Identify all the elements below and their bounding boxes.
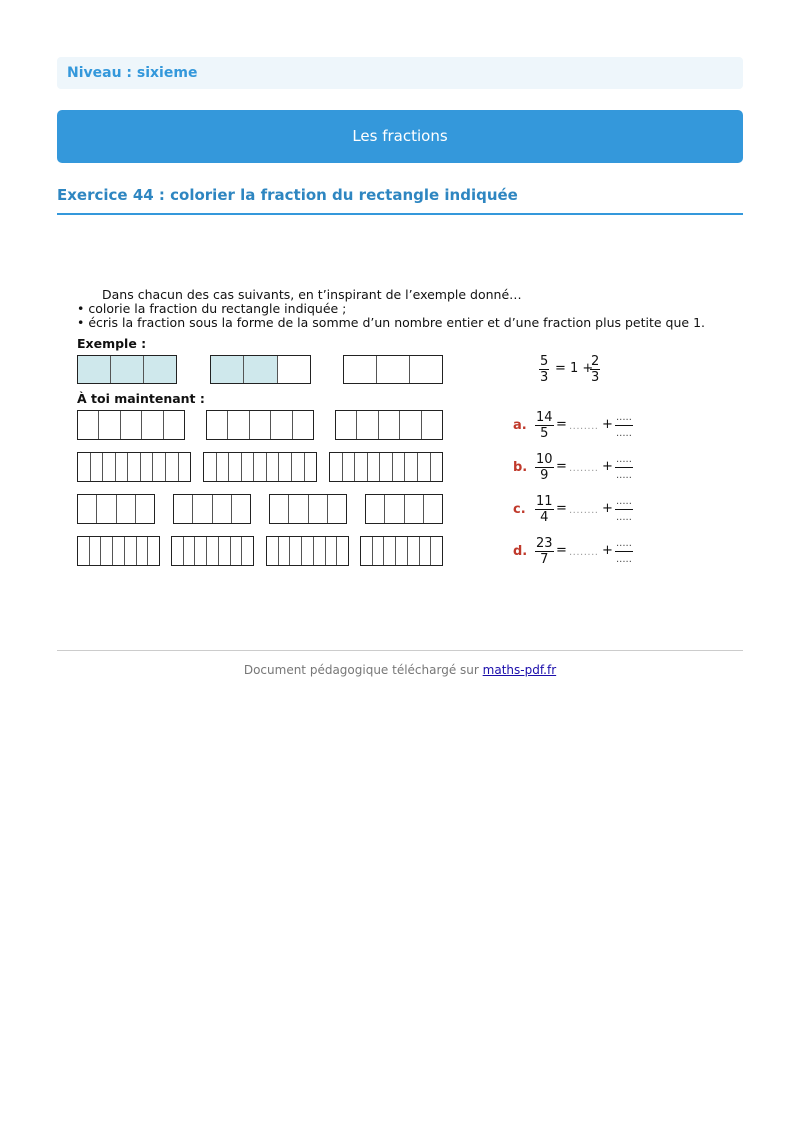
example-rectangle-2 bbox=[210, 355, 311, 384]
rectangle-cell[interactable] bbox=[228, 411, 249, 439]
rectangle-cell[interactable] bbox=[314, 537, 326, 565]
rectangle-cell[interactable] bbox=[91, 453, 104, 481]
rectangle-cell[interactable] bbox=[267, 537, 279, 565]
equals-sign: = bbox=[556, 501, 567, 516]
numerator: 14 bbox=[536, 410, 553, 425]
rectangle-cell[interactable] bbox=[217, 453, 230, 481]
denominator-blank[interactable]: ..... bbox=[616, 428, 632, 439]
rectangle-cell[interactable] bbox=[128, 453, 141, 481]
denominator-blank[interactable]: ..... bbox=[616, 512, 632, 523]
rectangle-cell[interactable] bbox=[267, 453, 280, 481]
rectangle-cell[interactable] bbox=[125, 537, 137, 565]
rectangle-cell[interactable] bbox=[380, 453, 393, 481]
rectangle-cell[interactable] bbox=[366, 495, 385, 523]
rectangle-d-1[interactable] bbox=[77, 536, 160, 566]
numerator: 23 bbox=[536, 536, 553, 551]
rectangle-cell[interactable] bbox=[292, 453, 305, 481]
rectangle-cell[interactable] bbox=[361, 537, 373, 565]
footer bbox=[57, 663, 743, 677]
rectangle-cell[interactable] bbox=[384, 537, 396, 565]
rectangle-d-3[interactable] bbox=[266, 536, 349, 566]
numerator: 11 bbox=[536, 494, 553, 509]
rectangle-b-1[interactable] bbox=[77, 452, 191, 482]
rectangle-cell bbox=[344, 356, 377, 383]
item-c-fraction bbox=[535, 494, 554, 525]
rectangle-cell[interactable] bbox=[116, 453, 129, 481]
whole-number-blank[interactable]: ........ bbox=[569, 547, 599, 558]
rectangle-cell[interactable] bbox=[309, 495, 328, 523]
level-label: Niveau : sixieme bbox=[57, 57, 743, 89]
rectangle-cell[interactable] bbox=[302, 537, 314, 565]
rectangle-cell[interactable] bbox=[385, 495, 404, 523]
rectangle-cell[interactable] bbox=[400, 411, 421, 439]
item-b-letter: b. bbox=[513, 460, 528, 475]
rectangle-cell[interactable] bbox=[279, 537, 291, 565]
rectangle-cell[interactable] bbox=[393, 453, 406, 481]
remainder-fraction-blank[interactable] bbox=[615, 536, 633, 567]
rectangle-cell[interactable] bbox=[337, 537, 348, 565]
example-rectangle-3 bbox=[343, 355, 443, 384]
item-a-letter: a. bbox=[513, 418, 527, 433]
denominator: 9 bbox=[540, 468, 549, 483]
rectangle-cell[interactable] bbox=[254, 453, 267, 481]
rectangle-cell[interactable] bbox=[121, 411, 142, 439]
rectangle-cell[interactable] bbox=[99, 411, 120, 439]
denominator: 3 bbox=[591, 370, 600, 385]
rectangle-cell[interactable] bbox=[78, 411, 99, 439]
rectangle-cell[interactable] bbox=[405, 495, 424, 523]
rectangle-cell[interactable] bbox=[213, 495, 232, 523]
rectangle-cell[interactable] bbox=[78, 495, 97, 523]
equals-sign: = bbox=[556, 459, 567, 474]
rectangle-cell[interactable] bbox=[184, 537, 196, 565]
remainder-fraction-blank[interactable] bbox=[615, 452, 633, 483]
rectangle-cell bbox=[278, 356, 310, 383]
rectangle-cell[interactable] bbox=[355, 453, 368, 481]
now-label: À toi maintenant : bbox=[77, 391, 205, 406]
rectangle-cell[interactable] bbox=[229, 453, 242, 481]
rectangle-cell[interactable] bbox=[424, 495, 442, 523]
whole-number-blank[interactable]: ........ bbox=[569, 421, 599, 432]
rectangle-cell[interactable] bbox=[78, 537, 90, 565]
plus-sign: + bbox=[602, 501, 613, 516]
example-label: Exemple : bbox=[77, 336, 147, 351]
rectangle-cell[interactable] bbox=[418, 453, 431, 481]
rectangle-cell bbox=[377, 356, 410, 383]
denominator-blank[interactable]: ..... bbox=[616, 554, 632, 565]
rectangle-cell bbox=[211, 356, 244, 383]
rectangle-cell[interactable] bbox=[396, 537, 408, 565]
rectangle-cell bbox=[410, 356, 442, 383]
chapter-banner: Les fractions bbox=[57, 110, 743, 163]
plus-sign: + bbox=[602, 459, 613, 474]
instruction-bullet-2: • écris la fraction sous la forme de la somme d’un nombre entier et d’une fraction plus petite que 1. bbox=[77, 315, 705, 330]
rectangle-cell[interactable] bbox=[431, 453, 443, 481]
plus-sign: + bbox=[602, 543, 613, 558]
footer-divider bbox=[57, 650, 743, 651]
rectangle-cell[interactable] bbox=[368, 453, 381, 481]
rectangle-cell[interactable] bbox=[270, 495, 289, 523]
exercise-title: Exercice 44 : colorier la fraction du rectangle indiquée bbox=[57, 185, 743, 215]
rectangle-cell[interactable] bbox=[141, 453, 154, 481]
rectangle-cell bbox=[78, 356, 111, 383]
denominator: 3 bbox=[540, 370, 549, 385]
whole-number-blank[interactable]: ........ bbox=[569, 505, 599, 516]
numerator: 5 bbox=[540, 354, 549, 369]
rectangle-cell[interactable] bbox=[90, 537, 102, 565]
rectangle-cell[interactable] bbox=[137, 537, 149, 565]
rectangle-cell[interactable] bbox=[373, 537, 385, 565]
rectangle-cell[interactable] bbox=[207, 537, 219, 565]
footer-text: Document pédagogique téléchargé sur bbox=[243, 663, 479, 677]
rectangle-cell[interactable] bbox=[343, 453, 356, 481]
equals-sign: = bbox=[556, 417, 567, 432]
denominator: 7 bbox=[540, 552, 549, 567]
rectangle-cell[interactable] bbox=[207, 411, 228, 439]
rectangle-cell[interactable] bbox=[290, 537, 302, 565]
rectangle-cell[interactable] bbox=[166, 453, 179, 481]
rectangle-cell[interactable] bbox=[103, 453, 116, 481]
equals-sign: = bbox=[556, 543, 567, 558]
rectangle-cell[interactable] bbox=[136, 495, 154, 523]
rectangle-cell[interactable] bbox=[174, 495, 193, 523]
rectangle-a-2[interactable] bbox=[206, 410, 314, 440]
item-c-letter: c. bbox=[513, 502, 526, 517]
rectangle-cell[interactable] bbox=[172, 537, 184, 565]
rectangle-cell[interactable] bbox=[179, 453, 191, 481]
remainder-fraction-blank[interactable] bbox=[615, 494, 633, 525]
rectangle-cell[interactable] bbox=[193, 495, 212, 523]
rectangle-cell[interactable] bbox=[78, 453, 91, 481]
rectangle-c-3[interactable] bbox=[269, 494, 347, 524]
rectangle-cell[interactable] bbox=[420, 537, 432, 565]
rectangle-c-1[interactable] bbox=[77, 494, 155, 524]
example-rectangle-1 bbox=[77, 355, 177, 384]
item-a-fraction bbox=[535, 410, 554, 441]
footer-link[interactable]: maths-pdf.fr bbox=[482, 663, 557, 677]
rectangle-cell[interactable] bbox=[289, 495, 308, 523]
numerator-blank[interactable]: ..... bbox=[615, 494, 633, 510]
item-d-fraction bbox=[535, 536, 554, 567]
rectangle-cell[interactable] bbox=[219, 537, 231, 565]
rectangle-cell[interactable] bbox=[328, 495, 346, 523]
denominator-blank[interactable]: ..... bbox=[616, 470, 632, 481]
rectangle-c-2[interactable] bbox=[173, 494, 251, 524]
item-b-fraction bbox=[535, 452, 554, 483]
denominator: 4 bbox=[540, 510, 549, 525]
rectangle-cell[interactable] bbox=[231, 537, 243, 565]
example-fraction bbox=[539, 354, 549, 385]
rectangle-cell[interactable] bbox=[330, 453, 343, 481]
rectangle-cell[interactable] bbox=[97, 495, 116, 523]
rectangle-cell[interactable] bbox=[305, 453, 317, 481]
rectangle-cell[interactable] bbox=[148, 537, 159, 565]
rectangle-cell[interactable] bbox=[431, 537, 442, 565]
rectangle-cell[interactable] bbox=[357, 411, 378, 439]
rectangle-c-4[interactable] bbox=[365, 494, 443, 524]
rectangle-b-2[interactable] bbox=[203, 452, 317, 482]
rectangle-cell[interactable] bbox=[271, 411, 292, 439]
rectangle-a-3[interactable] bbox=[335, 410, 443, 440]
rectangle-cell[interactable] bbox=[117, 495, 136, 523]
rectangle-cell[interactable] bbox=[101, 537, 113, 565]
numerator-blank[interactable]: ..... bbox=[615, 410, 633, 426]
rectangle-cell[interactable] bbox=[153, 453, 166, 481]
rectangle-cell[interactable] bbox=[279, 453, 292, 481]
rectangle-cell[interactable] bbox=[232, 495, 250, 523]
example-equals-one-plus: = 1 + bbox=[555, 361, 594, 376]
plus-sign: + bbox=[602, 417, 613, 432]
rectangle-cell[interactable] bbox=[336, 411, 357, 439]
example-remainder-fraction bbox=[590, 354, 600, 385]
item-d-letter: d. bbox=[513, 544, 528, 559]
rectangle-cell[interactable] bbox=[250, 411, 271, 439]
rectangle-cell[interactable] bbox=[142, 411, 163, 439]
instruction-bullet-1: • colorie la fraction du rectangle indiquée ; bbox=[77, 301, 347, 316]
rectangle-cell[interactable] bbox=[408, 537, 420, 565]
rectangle-d-4[interactable] bbox=[360, 536, 443, 566]
rectangle-cell[interactable] bbox=[326, 537, 338, 565]
whole-number-blank[interactable]: ........ bbox=[569, 463, 599, 474]
instruction-intro: Dans chacun des cas suivants, en t’inspirant de l’exemple donné… bbox=[102, 287, 522, 302]
rectangle-cell[interactable] bbox=[242, 453, 255, 481]
remainder-fraction-blank[interactable] bbox=[615, 410, 633, 441]
rectangle-cell[interactable] bbox=[379, 411, 400, 439]
rectangle-cell[interactable] bbox=[113, 537, 125, 565]
numerator-blank[interactable]: ..... bbox=[615, 536, 633, 552]
rectangle-cell[interactable] bbox=[164, 411, 184, 439]
rectangle-cell bbox=[111, 356, 144, 383]
rectangle-cell[interactable] bbox=[242, 537, 253, 565]
denominator: 5 bbox=[540, 426, 549, 441]
rectangle-b-3[interactable] bbox=[329, 452, 443, 482]
rectangle-cell[interactable] bbox=[293, 411, 313, 439]
rectangle-cell[interactable] bbox=[422, 411, 442, 439]
numerator-blank[interactable]: ..... bbox=[615, 452, 633, 468]
rectangle-cell[interactable] bbox=[204, 453, 217, 481]
rectangle-cell bbox=[244, 356, 277, 383]
rectangle-cell[interactable] bbox=[405, 453, 418, 481]
rectangle-cell bbox=[144, 356, 176, 383]
numerator: 2 bbox=[591, 354, 600, 369]
rectangle-d-2[interactable] bbox=[171, 536, 254, 566]
rectangle-cell[interactable] bbox=[195, 537, 207, 565]
numerator: 10 bbox=[536, 452, 553, 467]
rectangle-a-1[interactable] bbox=[77, 410, 185, 440]
